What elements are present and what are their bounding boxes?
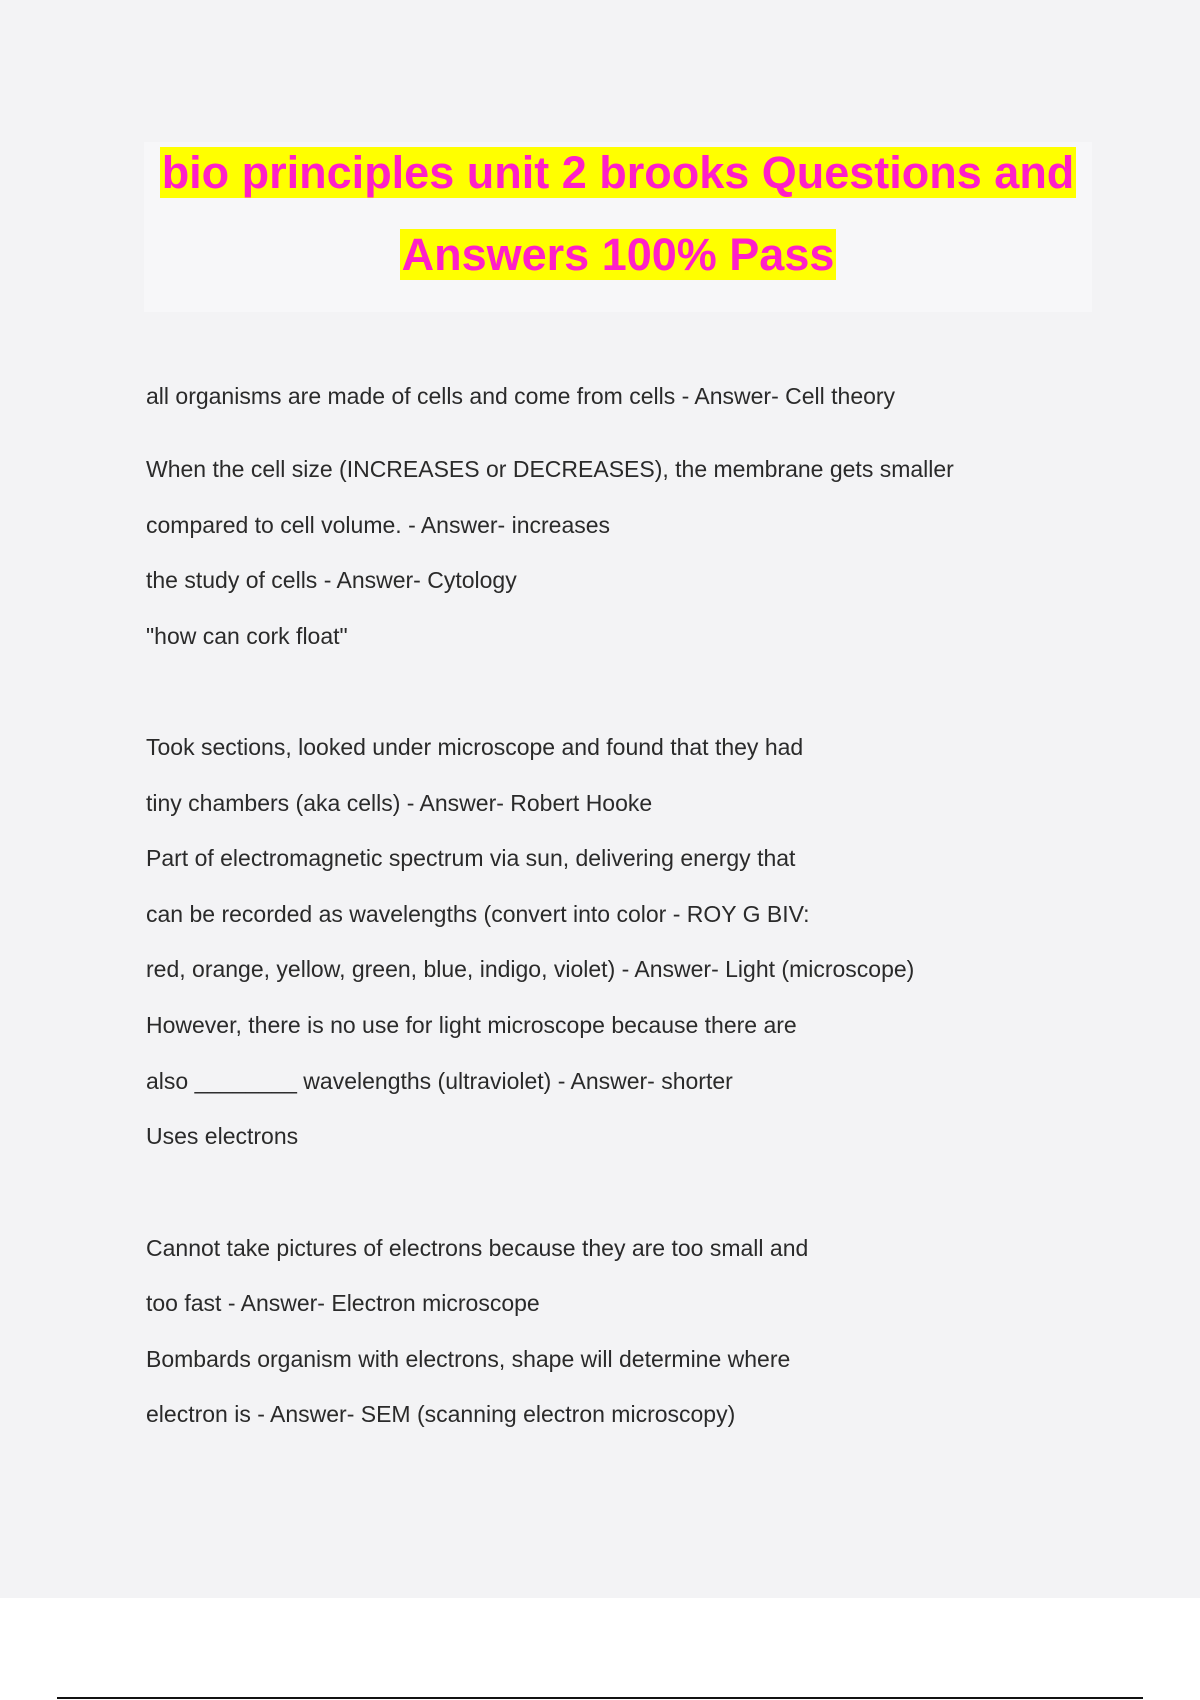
text-line-11: However, there is no use for light microscope because there are xyxy=(146,1012,797,1038)
text-line-4: the study of cells - Answer- Cytology xyxy=(146,567,517,593)
text-line-5: "how can cork float" xyxy=(146,623,348,649)
text-line-12: also ________ wavelengths (ultraviolet) - Answer- shorter xyxy=(146,1068,733,1094)
text-line-3: compared to cell volume. - Answer- increases xyxy=(146,512,611,538)
document-title xyxy=(144,142,1092,312)
text-line-7: tiny chambers (aka cells) - Answer- Robert Hooke xyxy=(146,790,653,816)
text-line-16: Bombards organism with electrons, shape will determine where xyxy=(146,1346,791,1372)
text-line-13: Uses electrons xyxy=(146,1123,299,1149)
text-line-8: Part of electromagnetic spectrum via sun, delivering energy that xyxy=(146,845,796,871)
text-line-15: too fast - Answer- Electron microscope xyxy=(146,1290,540,1316)
text-line-9: can be recorded as wavelengths (convert into color - ROY G BIV: xyxy=(146,901,810,927)
text-line-17: electron is - Answer- SEM (scanning electron microscopy) xyxy=(146,1401,736,1427)
text-line-14: Cannot take pictures of electrons because they are too small and xyxy=(146,1235,809,1261)
footer-rule xyxy=(57,1697,1143,1699)
text-line-10: red, orange, yellow, green, blue, indigo, violet) - Answer- Light (microscope) xyxy=(146,956,915,982)
text-line-1: all organisms are made of cells and come from cells - Answer- Cell theory xyxy=(146,383,896,409)
text-line-2: When the cell size (INCREASES or DECREASES), the membrane gets smaller xyxy=(146,456,954,482)
title-line-1: bio principles unit 2 brooks Questions and xyxy=(161,147,1075,198)
title-line-2: Answers 100% Pass xyxy=(401,229,835,280)
text-line-6: Took sections, looked under microscope and found that they had xyxy=(146,734,804,760)
